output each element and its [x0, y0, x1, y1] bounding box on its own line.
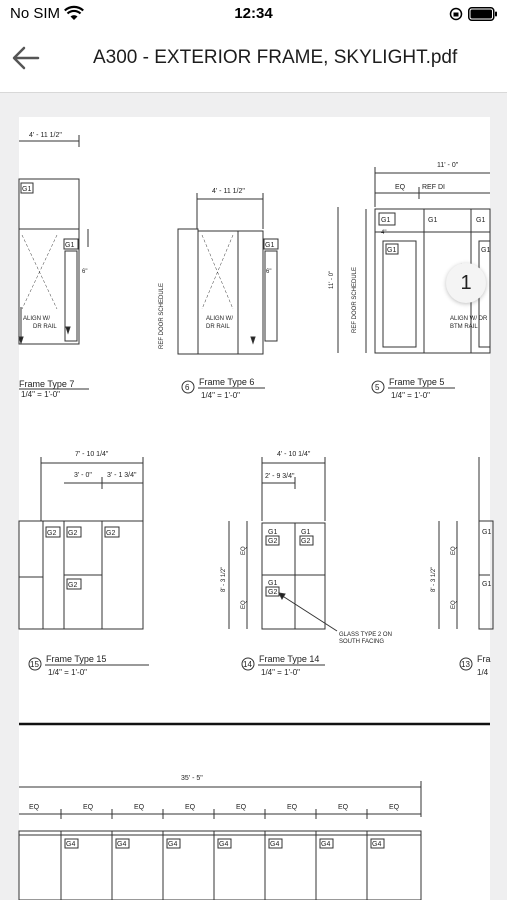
svg-text:G1: G1: [482, 581, 492, 588]
svg-text:G2: G2: [301, 538, 311, 545]
svg-text:5: 5: [375, 383, 380, 392]
svg-text:G4: G4: [66, 841, 76, 848]
note-glass: GLASS TYPE 2 ON: [339, 632, 392, 638]
svg-text:4": 4": [381, 230, 387, 236]
svg-text:G1: G1: [428, 217, 438, 224]
note-ref-door-6: REF DOOR SCHEDULE: [159, 282, 165, 349]
svg-text:1/4: 1/4: [477, 668, 489, 677]
svg-text:G4: G4: [168, 841, 178, 848]
frame-5-scale: 1/4" = 1'-0": [391, 391, 431, 400]
svg-text:EQ: EQ: [185, 804, 196, 811]
svg-text:G1: G1: [265, 242, 275, 249]
frame-15-name: Frame Type 15: [46, 654, 107, 664]
svg-text:6": 6": [82, 269, 88, 275]
svg-text:G1: G1: [268, 580, 278, 587]
svg-text:EQ: EQ: [451, 600, 457, 609]
frame-7-scale: 1/4" = 1'-0": [21, 390, 61, 399]
svg-text:8' - 3 1/2": 8' - 3 1/2": [431, 566, 437, 592]
svg-text:EQ: EQ: [241, 546, 247, 555]
svg-text:REF DI: REF DI: [422, 184, 445, 191]
svg-text:G2: G2: [47, 530, 57, 537]
frame-type-6: [159, 188, 278, 400]
svg-text:G1: G1: [481, 247, 491, 254]
svg-text:EQ: EQ: [287, 804, 298, 811]
pdf-page[interactable]: [19, 117, 490, 900]
rotation-lock-icon: [449, 7, 463, 26]
svg-text:G1: G1: [22, 186, 32, 193]
svg-text:14: 14: [243, 660, 252, 669]
svg-text:EQ: EQ: [451, 546, 457, 555]
svg-text:G4: G4: [117, 841, 127, 848]
svg-text:ALIGN W/: ALIGN W/: [206, 316, 234, 322]
document-title: A300 - EXTERIOR FRAME, SKYLIGHT.pdf: [93, 47, 458, 68]
dim-bottom: 35' - 5": [181, 775, 203, 782]
svg-text:G1: G1: [482, 529, 492, 536]
frame-14-name: Frame Type 14: [259, 654, 320, 664]
frame-bottom-elevation: [19, 775, 421, 900]
frame-5-name: Frame Type 5: [389, 377, 445, 387]
svg-text:6: 6: [185, 383, 190, 392]
svg-text:G2: G2: [268, 589, 278, 596]
svg-text:EQ: EQ: [29, 804, 40, 811]
svg-text:G1: G1: [476, 217, 486, 224]
svg-text:G1: G1: [301, 529, 311, 536]
dim-type14: 4' - 10 1/4": [277, 451, 311, 458]
svg-text:8' - 3 1/2": 8' - 3 1/2": [221, 566, 227, 592]
svg-text:G4: G4: [270, 841, 280, 848]
battery-icon: [468, 7, 498, 26]
svg-text:EQ: EQ: [338, 804, 349, 811]
arrow-left-icon: [10, 42, 42, 74]
drawing-sheet: [19, 117, 490, 900]
dim-type5: 11' - 0": [437, 162, 459, 169]
svg-text:6": 6": [266, 269, 272, 275]
back-button[interactable]: [10, 42, 42, 74]
dim-type6: 4' - 11 1/2": [212, 188, 245, 195]
svg-text:G2: G2: [68, 530, 78, 537]
svg-text:SOUTH FACING: SOUTH FACING: [339, 639, 385, 645]
svg-text:G2: G2: [68, 582, 78, 589]
frame-14-scale: 1/4" = 1'-0": [261, 668, 301, 677]
dim-type15: 7' - 10 1/4": [75, 451, 109, 458]
svg-text:ALIGN W/: ALIGN W/: [23, 316, 51, 322]
frame-6-name: Frame Type 6: [199, 377, 255, 387]
svg-text:G2: G2: [268, 538, 278, 545]
frame-type-15: [19, 451, 149, 677]
svg-text:G4: G4: [219, 841, 229, 848]
svg-text:EQ: EQ: [236, 804, 247, 811]
svg-text:DR RAIL: DR RAIL: [206, 324, 230, 330]
svg-text:EQ: EQ: [241, 600, 247, 609]
svg-text:DR RAIL: DR RAIL: [33, 324, 57, 330]
svg-text:EQ: EQ: [134, 804, 145, 811]
svg-text:G1: G1: [381, 217, 391, 224]
status-bar: [0, 0, 507, 28]
svg-text:11' - 0": 11' - 0": [329, 270, 335, 289]
frame-type-7: [19, 132, 89, 399]
svg-text:EQ: EQ: [389, 804, 400, 811]
frame-6-scale: 1/4" = 1'-0": [201, 391, 241, 400]
svg-text:3' - 1 3/4": 3' - 1 3/4": [107, 472, 137, 479]
frame-15-scale: 1/4" = 1'-0": [48, 668, 88, 677]
pdf-viewer[interactable]: [0, 93, 507, 900]
svg-text:13: 13: [461, 660, 470, 669]
svg-text:G4: G4: [372, 841, 382, 848]
svg-text:3' - 0": 3' - 0": [74, 472, 92, 479]
svg-text:Fra: Fra: [477, 654, 491, 664]
svg-text:G1: G1: [65, 242, 75, 249]
svg-text:G2: G2: [106, 530, 116, 537]
page-number-badge: 1: [446, 263, 486, 303]
frame-type-13: [431, 457, 493, 677]
frame-type-14: [221, 451, 392, 677]
svg-text:G4: G4: [321, 841, 331, 848]
note-ref-door-5: REF DOOR SCHEDULE: [352, 266, 358, 333]
carrier-label: No SIM: [10, 5, 61, 22]
svg-text:G1: G1: [387, 247, 397, 254]
svg-text:BTM RAIL: BTM RAIL: [450, 324, 478, 330]
navigation-bar: [0, 28, 507, 93]
svg-text:EQ: EQ: [83, 804, 94, 811]
svg-text:ALIGN W/ DR: ALIGN W/ DR: [450, 316, 488, 322]
clock: 12:34: [234, 5, 273, 22]
svg-text:15: 15: [30, 660, 39, 669]
frame-7-name: Frame Type 7: [19, 379, 75, 389]
svg-text:G1: G1: [268, 529, 278, 536]
svg-text:2' - 9 3/4": 2' - 9 3/4": [265, 473, 295, 480]
svg-text:EQ: EQ: [395, 184, 406, 191]
dim-top-left: 4' - 11 1/2": [29, 132, 62, 139]
